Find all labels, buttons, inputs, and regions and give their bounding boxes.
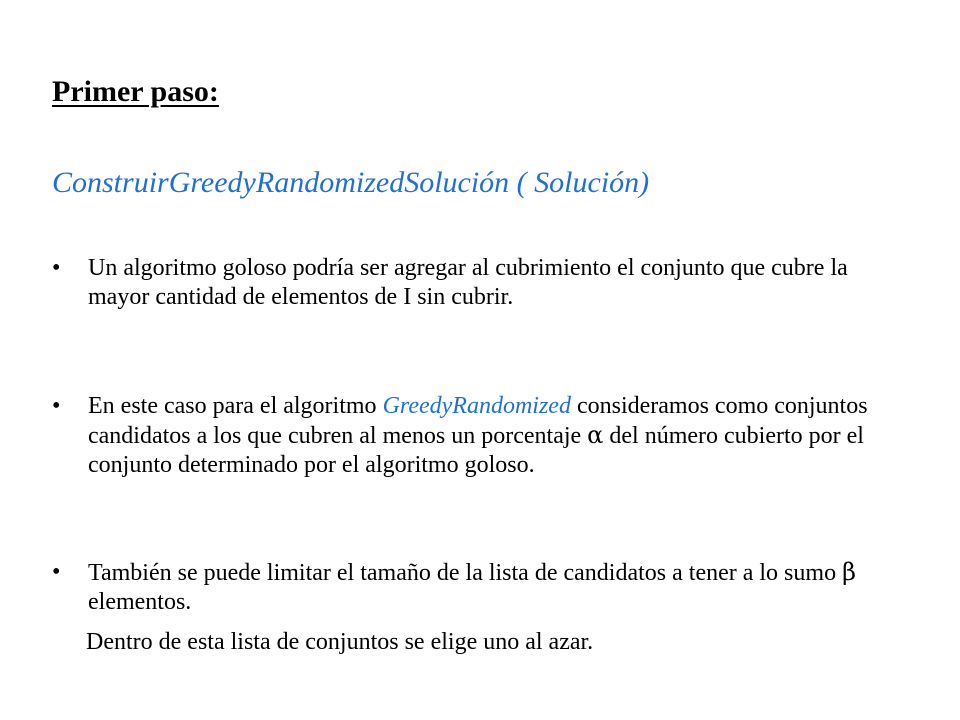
bullet-text: Un algoritmo goloso podría ser agregar al cubrimiento el conjunto que cubre la mayor cantidad de elementos de I sin cubrir. xyxy=(88,255,848,310)
bullet-text xyxy=(88,558,872,617)
bullet-text xyxy=(88,392,872,480)
bullet-item xyxy=(52,392,872,480)
alpha-symbol: α xyxy=(587,421,604,449)
bullet-dot: • xyxy=(52,393,61,419)
beta-symbol: β xyxy=(842,558,856,586)
bullet-text-before: También se puede limitar el tamaño de la lista de candidatos a tener a lo sumo xyxy=(88,560,843,586)
bullet-text-middle: consideramos como conjuntos candidatos a los que cubren al menos un porcentaje xyxy=(88,393,868,449)
closing-note: Dentro de esta lista de conjuntos se elige uno al azar. xyxy=(86,629,594,655)
slide-subtitle: ConstruirGreedyRandomizedSolución ( Solución) xyxy=(52,166,650,199)
bullet-item xyxy=(52,254,872,312)
bullet-text-before: En este caso para el algoritmo xyxy=(88,393,383,419)
bullet-text-after: elementos. xyxy=(88,589,192,615)
algorithm-name-highlight: GreedyRandomized xyxy=(382,393,571,419)
bullet-item xyxy=(52,558,872,617)
bullet-text-after: del número cubierto por el conjunto determinado por el algoritmo goloso. xyxy=(88,423,864,478)
bullet-dot: • xyxy=(52,559,61,585)
slide-heading: Primer paso: xyxy=(52,75,219,108)
bullet-dot: • xyxy=(52,255,61,281)
